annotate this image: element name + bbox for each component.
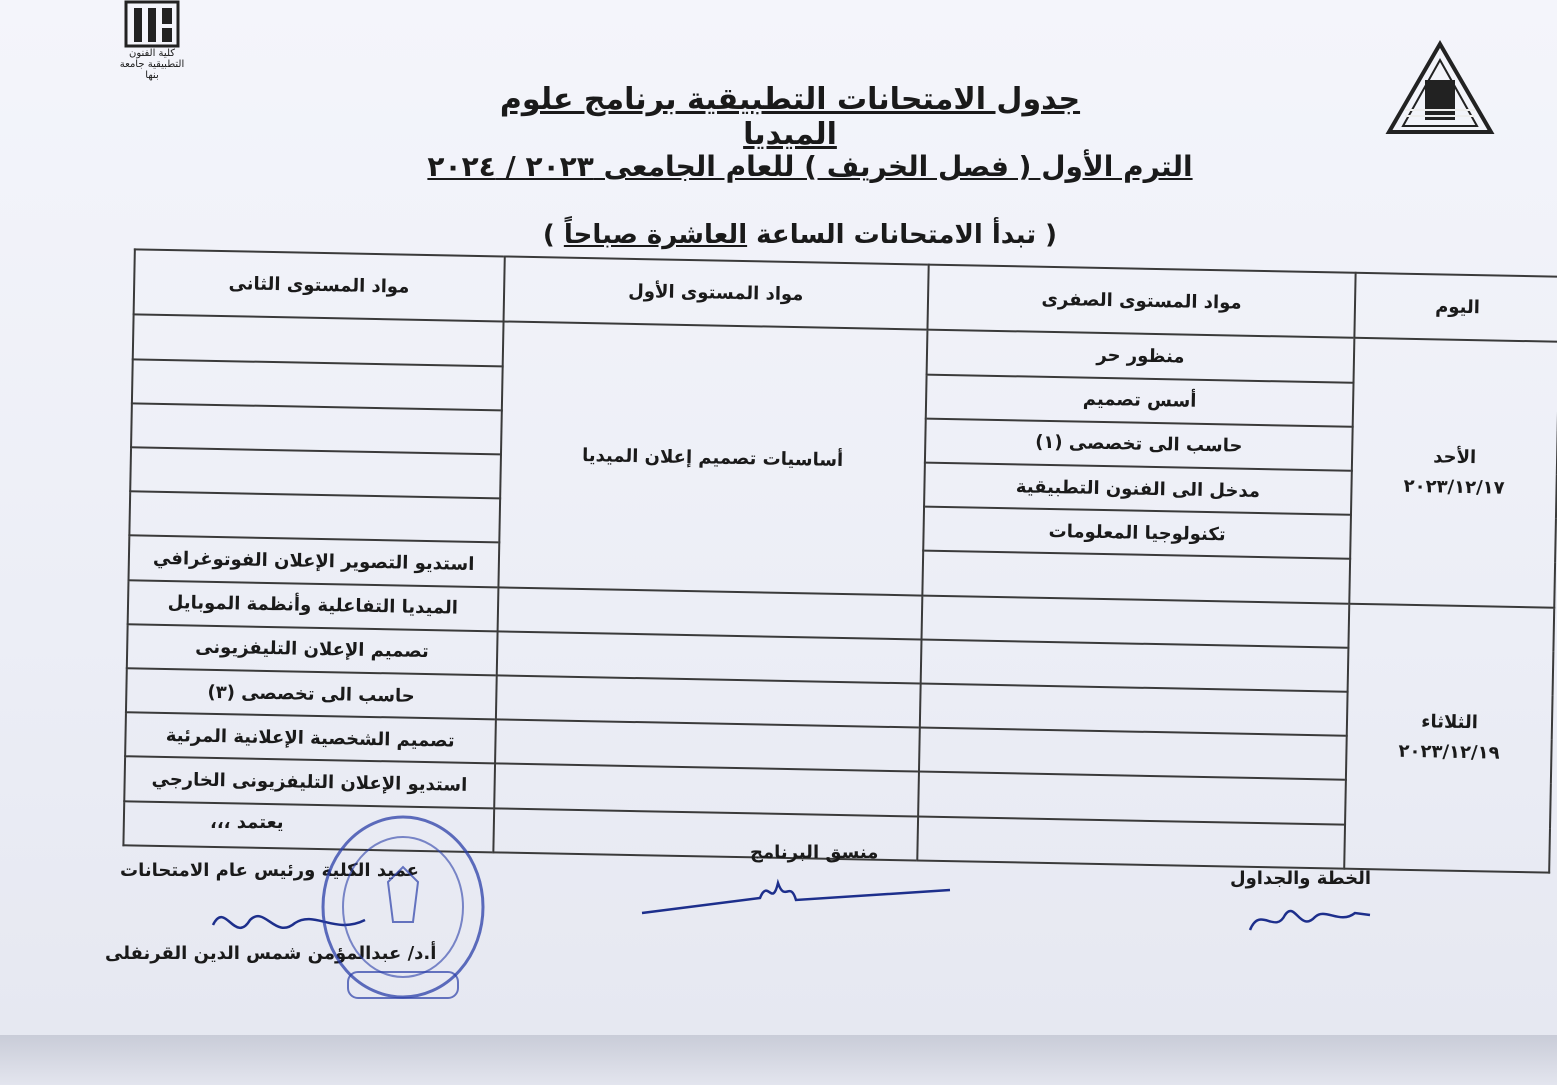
note-suffix: ) [542,220,564,250]
page-title: جدول الامتحانات التطبيقية برنامج علوم الميديا [499,82,1081,152]
empty-cell [917,816,1345,869]
approve-label: يعتمد ،،، [210,812,284,833]
column-header-day: اليوم [1355,273,1557,342]
empty-cell [129,491,499,542]
day-name: الثلاثاء [1421,711,1479,734]
subject-cell: حاسب الى تخصصى (١) [925,418,1353,470]
subject-cell: منظور حر [926,330,1354,382]
subject-cell: أساسيات تصميم إعلان الميديا [498,322,927,595]
day-cell-sunday [1349,338,1557,607]
column-header-level2: مواد المستوى الثانى [134,249,505,321]
empty-cell [131,403,501,454]
coordinator-signature-icon [640,868,955,918]
subject-cell: استديو التصوير الإعلان الفوتوغرافي [129,536,499,587]
subject-cell: استديو الإعلان التليفزيونى الخارجي [124,757,494,808]
desk-background [0,1035,1557,1085]
subject-cell: تصميم الإعلان التليفزيونى [127,624,497,675]
empty-cell [132,359,502,410]
note-prefix: ( تبدأ الامتحانات الساعة [747,220,1058,250]
day-date: ٢٠٢٣/١٢/١٧ [1403,475,1505,499]
page-subtitle: الترم الأول ( فصل الخريف ) للعام الجامعى ٢٠٢٣ / ٢٠٢٤ [427,150,1193,183]
column-header-level1: مواد المستوى الأول [503,256,929,329]
subject-cell: تكنولوجيا المعلومات [923,507,1351,559]
note-underlined: العاشرة صباحاً [563,220,748,250]
subject-cell: الميديا التفاعلية وأنظمة الموبايل [128,580,498,631]
dean-name: أ.د/ عبدالمؤمن شمس الدين القرنفلى [105,943,437,964]
coordinator-label: منسق البرنامج [750,842,879,863]
university-logo-icon [1385,40,1495,140]
day-date: ٢٠٢٣/١٢/١٩ [1398,741,1500,764]
college-logo-text: كلية الفنون التطبيقية جامعة بنها [119,48,185,81]
dean-title: عميد الكلية ورئيس عام الامتحانات [120,860,419,881]
plan-signature-label: الخطة والجداول [1230,868,1372,889]
day-name: الأحد [1433,446,1477,469]
plan-signature-icon [1240,895,1380,945]
column-header-level0: مواد المستوى الصفرى [927,265,1356,338]
subject-cell: أسس تصميم [926,374,1354,426]
official-stamp-icon [318,812,488,1012]
exam-schedule-table [122,248,1557,873]
day-cell-tuesday [1344,603,1554,872]
exam-time-note [500,220,1100,250]
empty-cell [130,447,500,498]
empty-cell [133,315,503,366]
subject-cell: حاسب الى تخصصى (٣) [126,668,496,719]
subject-cell: تصميم الشخصية الإعلانية المرئية [125,713,495,764]
subject-cell: مدخل الى الفنون التطبيقية [924,463,1352,515]
